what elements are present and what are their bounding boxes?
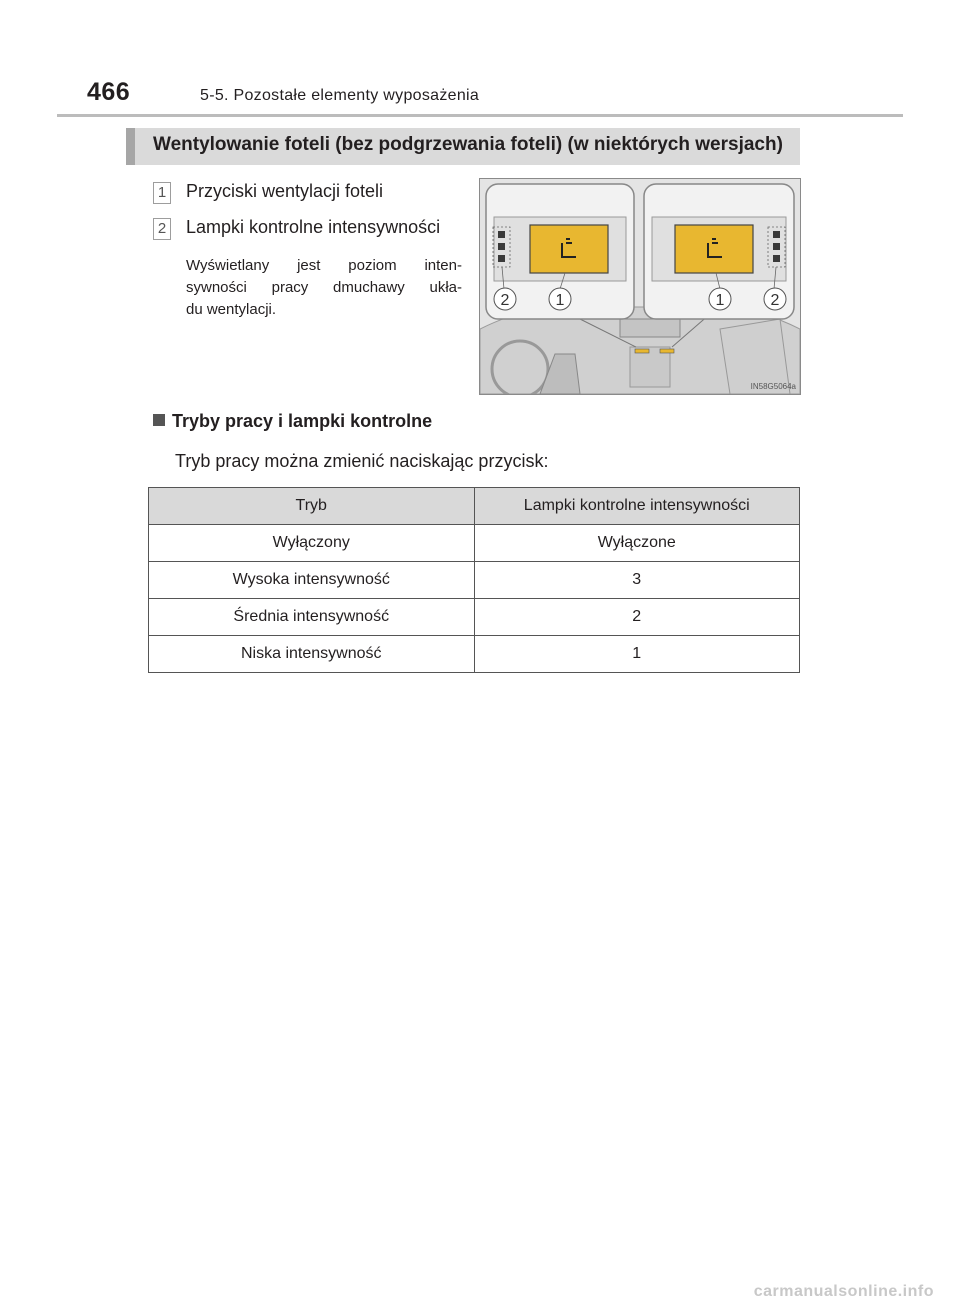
description-line: du wentylacji.	[186, 301, 277, 318]
table-header-row	[149, 488, 800, 525]
table-cell: 2	[474, 599, 800, 636]
column-header: Tryb	[149, 488, 475, 525]
item-2-label: Lampki kontrolne intensywności	[186, 217, 441, 237]
modes-subheading	[153, 411, 432, 432]
section-title: Wentylowanie foteli (bez podgrzewania foteli) (w niektórych wersjach)	[153, 134, 783, 155]
table-cell: Wysoka intensywność	[149, 562, 475, 599]
callout-1: 1	[153, 182, 171, 204]
figure-callout-1-right: 1	[715, 292, 725, 309]
figure-callout-2-right: 2	[770, 292, 780, 309]
page-number: 466	[87, 78, 131, 106]
description-line: sywności pracy dmuchawy ukła-	[186, 279, 462, 296]
dashboard-illustration	[480, 179, 800, 394]
header-rule	[57, 114, 903, 117]
figure-callout-2-left: 2	[500, 292, 510, 309]
column-header: Lampki kontrolne intensywności	[474, 488, 800, 525]
table-row	[149, 562, 800, 599]
table-cell: 3	[474, 562, 800, 599]
watermark: carmanualsonline.info	[753, 1283, 934, 1300]
modes-heading-text: Tryby pracy i lampki kontrolne	[172, 411, 433, 431]
figure-callout-1-left: 1	[555, 292, 565, 309]
modes-intro: Tryb pracy można zmienić naciskając przycisk:	[175, 451, 549, 471]
modes-table	[148, 487, 800, 673]
table-cell: Średnia intensywność	[149, 599, 475, 636]
table-cell: 1	[474, 636, 800, 673]
table-cell: Wyłączone	[474, 525, 800, 562]
table-row	[149, 525, 800, 562]
running-header: 5-5. Pozostałe elementy wyposażenia	[200, 87, 480, 104]
square-bullet-icon	[153, 414, 165, 426]
description-line: Wyświetlany jest poziom inten-	[186, 257, 462, 274]
callout-2: 2	[153, 218, 171, 240]
item-2-description	[186, 255, 462, 321]
table-cell: Niska intensywność	[149, 636, 475, 673]
item-1-label: Przyciski wentylacji foteli	[186, 181, 384, 201]
figure-code: IN58G5064a	[750, 382, 796, 391]
table-row	[149, 636, 800, 673]
section-heading-bar	[126, 128, 800, 165]
table-cell: Wyłączony	[149, 525, 475, 562]
table-row	[149, 599, 800, 636]
seat-ventilation-figure	[479, 178, 801, 395]
